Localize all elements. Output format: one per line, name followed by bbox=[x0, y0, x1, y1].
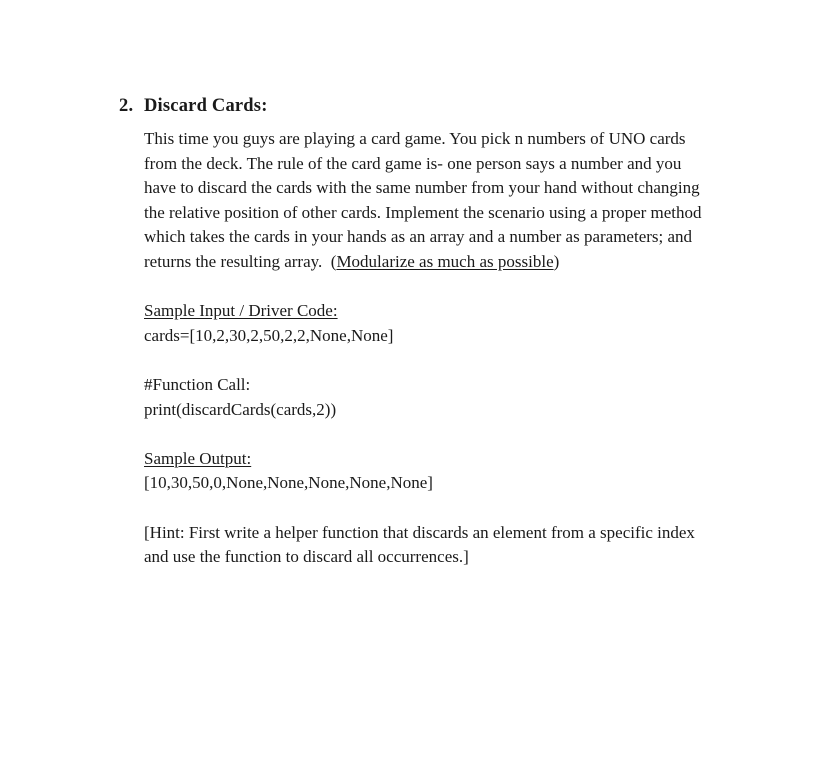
description-line: This time you guys are playing a card game. You pick n numbers of UNO cards bbox=[144, 129, 686, 148]
function-call-comment: #Function Call: bbox=[144, 374, 251, 394]
sample-output-value: [10,30,50,0,None,None,None,None,None] bbox=[144, 473, 433, 493]
sample-input-code: cards=[10,2,30,2,50,2,2,None,None] bbox=[144, 325, 394, 345]
hint-line: and use the function to discard all occurrences.] bbox=[144, 547, 469, 567]
sample-output-label: Sample Output: bbox=[144, 448, 252, 468]
modularize-note: Modularize as much as possible bbox=[336, 251, 554, 271]
problem-heading bbox=[119, 96, 268, 117]
hint-section bbox=[144, 521, 774, 570]
problem-body bbox=[144, 127, 774, 570]
description-line: the relative position of other cards. Implement the scenario using a proper method bbox=[144, 202, 702, 222]
description-last-line bbox=[144, 250, 774, 275]
function-call-code: print(discardCards(cards,2)) bbox=[144, 399, 337, 419]
hint-line: [Hint: First write a helper function that discards an element from a specific index bbox=[144, 522, 695, 542]
description-last-line-suffix: ) bbox=[553, 251, 560, 271]
problem-number: 2. bbox=[119, 96, 134, 116]
description-last-line-prefix: returns the resulting array. ( bbox=[144, 251, 337, 271]
sample-output-section bbox=[144, 447, 774, 496]
sample-input-label: Sample Input / Driver Code: bbox=[144, 301, 338, 321]
function-call-section bbox=[144, 373, 774, 422]
problem-title: Discard Cards: bbox=[144, 96, 268, 116]
problem-description bbox=[144, 127, 774, 275]
description-line: which takes the cards in your hands as an array and a number as parameters; and bbox=[144, 227, 693, 247]
description-line: have to discard the cards with the same number from your hand without changing bbox=[144, 178, 700, 198]
sample-input-section bbox=[144, 299, 774, 348]
description-line: from the deck. The rule of the card game is- one person says a number and you bbox=[144, 153, 682, 173]
